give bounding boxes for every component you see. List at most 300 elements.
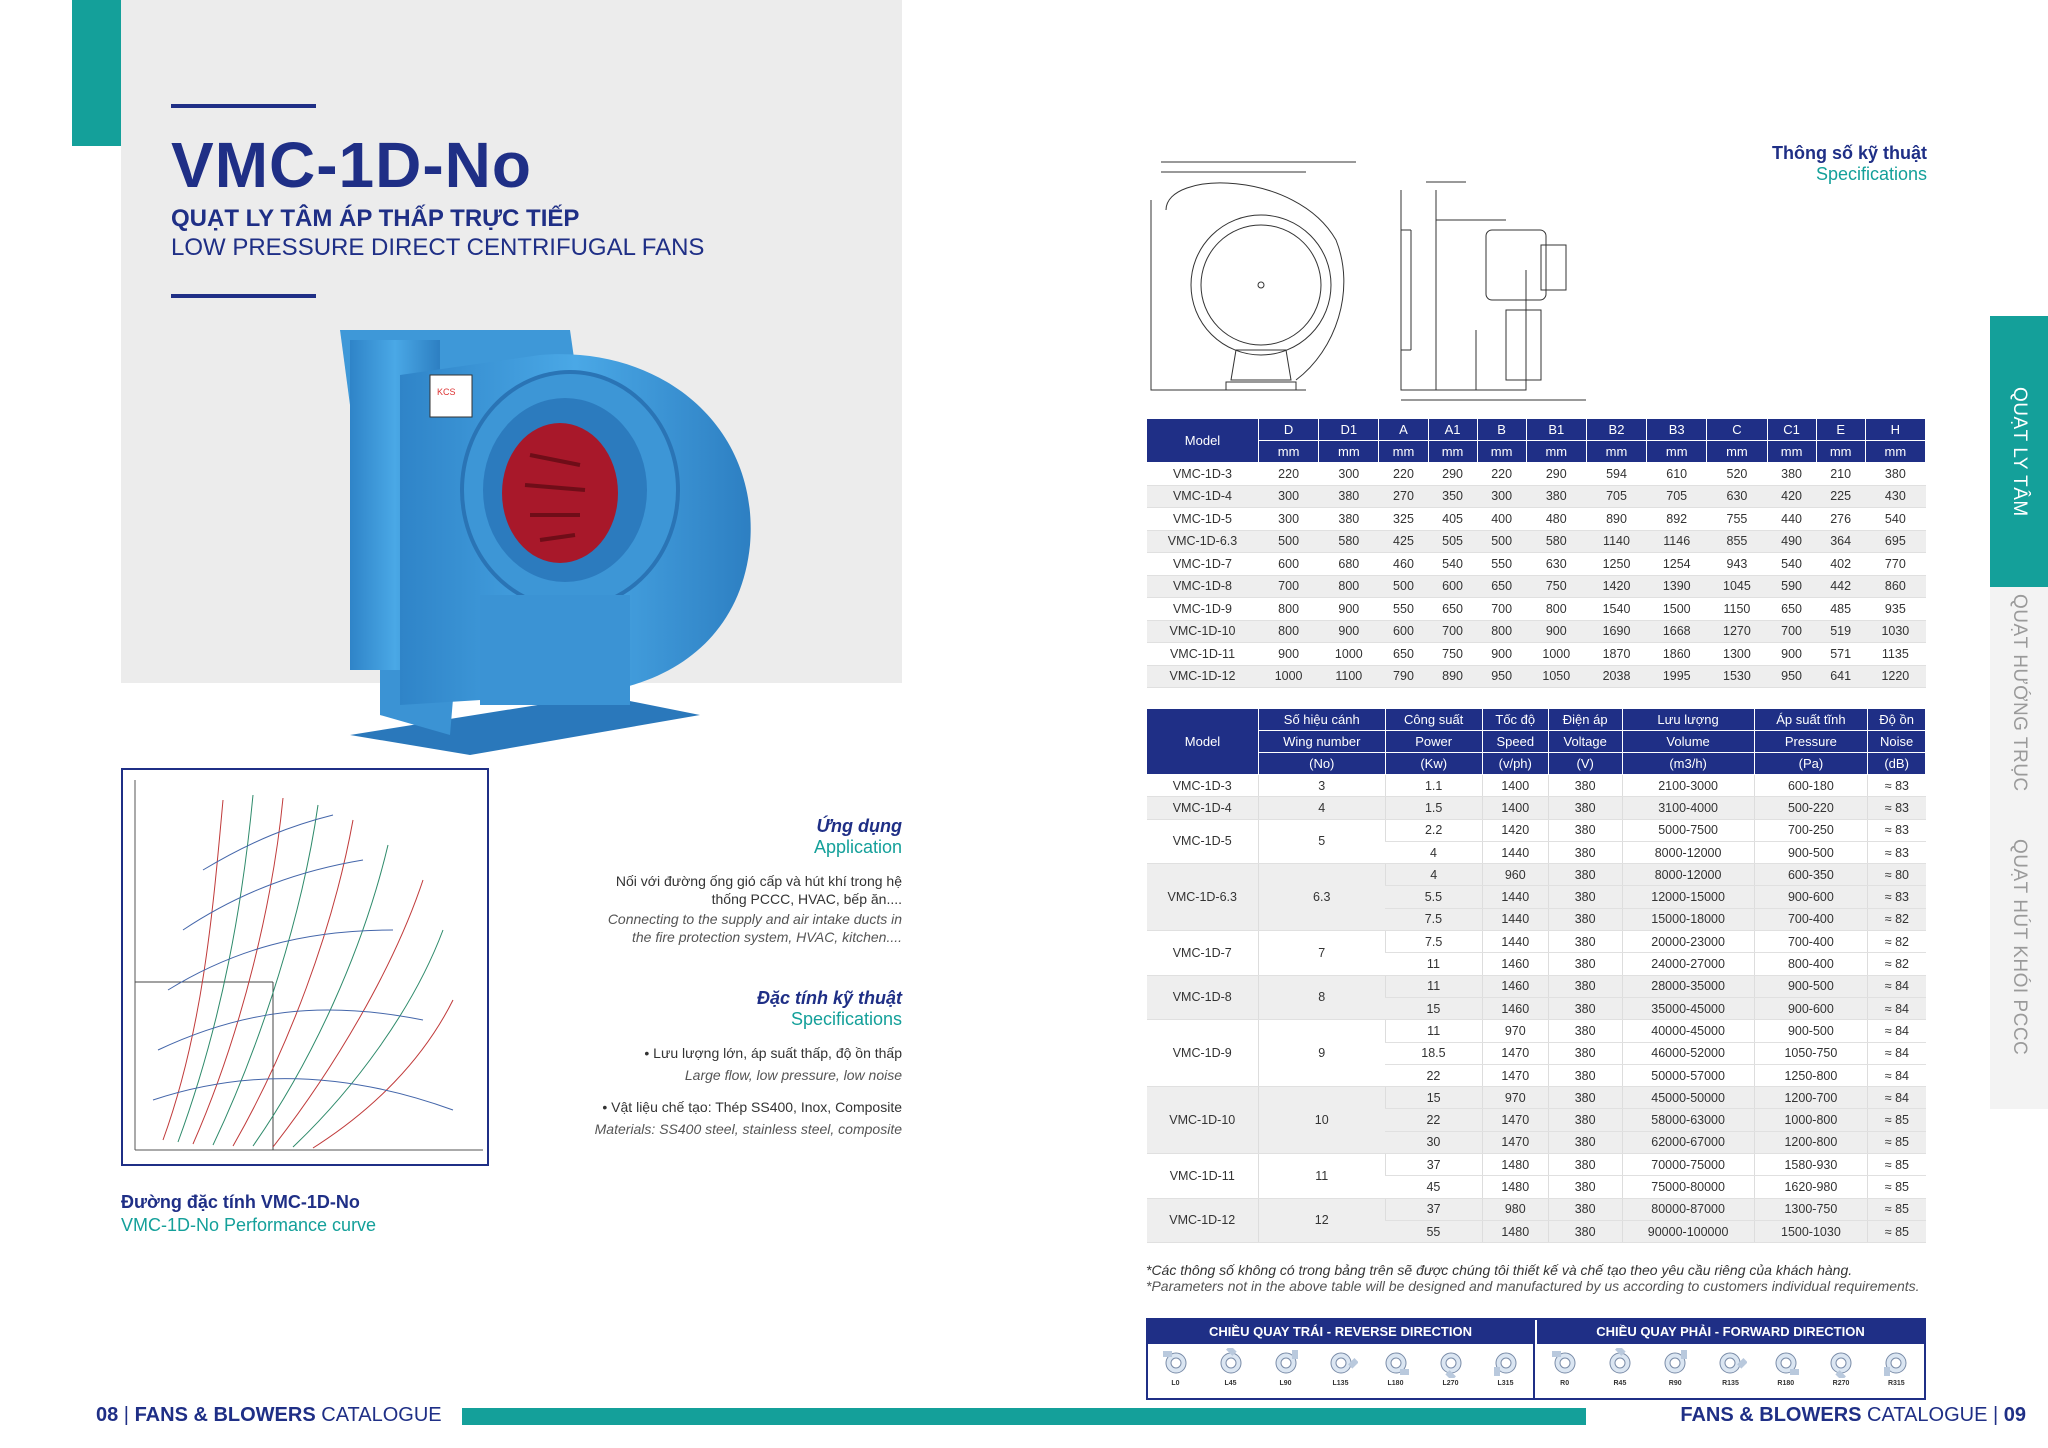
table-cell: 22	[1385, 1064, 1482, 1086]
features-heading: Đặc tính kỹ thuật	[756, 988, 902, 1008]
rotation-icon	[1821, 1348, 1861, 1387]
table-cell: 1540	[1586, 598, 1646, 621]
dimension-drawing	[1146, 150, 1626, 405]
page-title: VMC-1D-No	[171, 129, 532, 201]
table-cell: 1050-750	[1754, 1042, 1868, 1064]
table-cell: 420	[1767, 485, 1816, 508]
table-cell: 45	[1385, 1176, 1482, 1198]
dimension-header-row	[1147, 419, 1926, 441]
table-cell: 750	[1428, 643, 1477, 666]
table-cell: 1480	[1482, 1220, 1548, 1242]
table-cell: 28000-35000	[1622, 975, 1754, 997]
table-cell: 540	[1428, 553, 1477, 576]
table-cell: 1.5	[1385, 797, 1482, 819]
table-cell: 1470	[1482, 1131, 1548, 1153]
table-cell: VMC-1D-12	[1147, 665, 1259, 688]
perf-col-unit: (Kw)	[1385, 753, 1482, 775]
table-cell: 950	[1767, 665, 1816, 688]
fan-direction-icon	[1658, 1348, 1692, 1378]
table-cell: VMC-1D-5	[1147, 508, 1259, 531]
dimension-table	[1146, 418, 1926, 688]
table-row	[1147, 620, 1926, 643]
table-cell: 855	[1707, 530, 1767, 553]
table-cell: ≈ 80	[1868, 864, 1926, 886]
perf-col-header-en: Power	[1385, 731, 1482, 753]
dim-col-header: B2	[1586, 419, 1646, 441]
table-cell: 11	[1385, 1020, 1482, 1042]
perf-col-unit: (No)	[1259, 753, 1386, 775]
table-cell: 600	[1259, 553, 1319, 576]
table-cell: 1530	[1707, 665, 1767, 688]
table-cell: VMC-1D-8	[1147, 575, 1259, 598]
table-cell: 1995	[1647, 665, 1707, 688]
table-cell: 364	[1816, 530, 1865, 553]
curve-subtitle: VMC-1D-No Performance curve	[121, 1215, 377, 1235]
table-cell: 755	[1707, 508, 1767, 531]
wing-cell: 11	[1259, 1154, 1386, 1199]
table-cell: 770	[1865, 553, 1925, 576]
wing-cell: 7	[1259, 931, 1386, 976]
perf-col-header: Model	[1147, 709, 1259, 775]
table-cell: 20000-23000	[1622, 931, 1754, 953]
title-rule-bottom	[171, 294, 316, 298]
features-section	[482, 988, 902, 1138]
dim-col-header: A1	[1428, 419, 1477, 441]
dim-unit-cell: mm	[1816, 441, 1865, 463]
table-cell: 4	[1385, 841, 1482, 863]
table-cell: 1100	[1319, 665, 1379, 688]
table-cell: 440	[1767, 508, 1816, 531]
table-cell: ≈ 85	[1868, 1220, 1926, 1242]
table-cell: 80000-87000	[1622, 1198, 1754, 1220]
fan-direction-icon	[1824, 1348, 1858, 1378]
table-note	[1146, 1262, 1926, 1294]
subtitle-vn: QUẠT LY TÂM ÁP THẤP TRỰC TIẾP	[171, 205, 580, 232]
table-cell: 705	[1647, 485, 1707, 508]
table-cell: 220	[1477, 463, 1526, 486]
table-cell: 220	[1259, 463, 1319, 486]
table-cell: 22	[1385, 1109, 1482, 1131]
feature-item-en: Materials: SS400 steel, stainless steel, composite	[594, 1121, 902, 1137]
table-cell: 300	[1477, 485, 1526, 508]
table-cell: 520	[1707, 463, 1767, 486]
table-cell: 75000-80000	[1622, 1176, 1754, 1198]
table-cell: 892	[1647, 508, 1707, 531]
table-cell: 610	[1647, 463, 1707, 486]
dim-col-header: B1	[1526, 419, 1586, 441]
table-row	[1147, 463, 1926, 486]
application-section	[482, 816, 902, 946]
wing-cell: 8	[1259, 975, 1386, 1020]
perf-col-header: Điện áp	[1548, 709, 1622, 731]
side-tab-huong-truc[interactable]	[1990, 587, 2048, 799]
table-cell: 900	[1477, 643, 1526, 666]
fan-direction-icon	[1489, 1348, 1523, 1378]
perf-header-row	[1147, 731, 1926, 753]
table-cell: 380	[1319, 485, 1379, 508]
table-cell: ≈ 82	[1868, 953, 1926, 975]
table-cell: 380	[1548, 931, 1622, 953]
rotation-label: R270	[1832, 1380, 1850, 1387]
perf-col-unit: (dB)	[1868, 753, 1926, 775]
table-cell: 1480	[1482, 1154, 1548, 1176]
table-cell: 380	[1548, 953, 1622, 975]
direction-divider	[1533, 1320, 1535, 1400]
dim-unit-cell: mm	[1428, 441, 1477, 463]
table-cell: 380	[1548, 1064, 1622, 1086]
table-cell: 1250-800	[1754, 1064, 1868, 1086]
application-heading: Ứng dụng	[816, 816, 902, 836]
table-cell: 11	[1385, 975, 1482, 997]
table-cell: 50000-57000	[1622, 1064, 1754, 1086]
table-cell: 1050	[1526, 665, 1586, 688]
table-cell: 58000-63000	[1622, 1109, 1754, 1131]
model-cell: VMC-1D-5	[1147, 819, 1259, 864]
rotation-icon	[1545, 1348, 1585, 1387]
table-cell: 1480	[1482, 1176, 1548, 1198]
rotation-icon	[1486, 1348, 1526, 1387]
table-cell: 590	[1767, 575, 1816, 598]
table-cell: 300	[1259, 508, 1319, 531]
perf-col-header-en: Volume	[1622, 731, 1754, 753]
dim-col-header: B	[1477, 419, 1526, 441]
table-cell: ≈ 84	[1868, 975, 1926, 997]
table-cell: 380	[1548, 1109, 1622, 1131]
table-cell: 210	[1816, 463, 1865, 486]
table-cell: VMC-1D-9	[1147, 598, 1259, 621]
page-number-left: 08	[96, 1404, 119, 1426]
table-cell: 90000-100000	[1622, 1220, 1754, 1242]
table-cell: 600-350	[1754, 864, 1868, 886]
performance-header	[1147, 709, 1926, 775]
table-cell: 405	[1428, 508, 1477, 531]
table-cell: 1045	[1707, 575, 1767, 598]
model-cell: VMC-1D-9	[1147, 1020, 1259, 1087]
table-cell: ≈ 82	[1868, 908, 1926, 930]
table-cell: 1420	[1482, 819, 1548, 841]
table-cell: 380	[1548, 1131, 1622, 1153]
table-cell: VMC-1D-4	[1147, 485, 1259, 508]
table-cell: 1620-980	[1754, 1176, 1868, 1198]
rotation-icon	[1766, 1348, 1806, 1387]
dim-unit-cell: mm	[1477, 441, 1526, 463]
table-cell: 1150	[1707, 598, 1767, 621]
table-cell: 1270	[1707, 620, 1767, 643]
performance-table	[1146, 708, 1926, 1243]
table-cell: 460	[1379, 553, 1428, 576]
table-cell: 600	[1428, 575, 1477, 598]
table-cell: 2038	[1586, 665, 1646, 688]
dim-unit-cell: mm	[1647, 441, 1707, 463]
table-cell: 380	[1548, 1176, 1622, 1198]
table-cell: 270	[1379, 485, 1428, 508]
table-cell: ≈ 84	[1868, 1064, 1926, 1086]
table-cell: 55	[1385, 1220, 1482, 1242]
application-text-en: Connecting to the supply and air intake ducts in the fire protection system, HVAC, kitchen....	[607, 911, 902, 945]
table-cell: 290	[1526, 463, 1586, 486]
perf-col-header: Độ ồn	[1868, 709, 1926, 731]
wing-cell: 4	[1259, 797, 1386, 819]
forward-direction-title: CHIỀU QUAY PHẢI - FORWARD DIRECTION	[1537, 1320, 1924, 1344]
perf-col-header: Số hiệu cánh	[1259, 709, 1386, 731]
table-cell: 380	[1865, 463, 1925, 486]
table-cell: 1000	[1526, 643, 1586, 666]
table-row	[1147, 530, 1926, 553]
table-cell: 1200-800	[1754, 1131, 1868, 1153]
rotation-label: L45	[1224, 1380, 1237, 1387]
table-cell: 380	[1548, 1198, 1622, 1220]
dim-col-header: C	[1707, 419, 1767, 441]
table-cell: 860	[1865, 575, 1925, 598]
table-cell: 500	[1379, 575, 1428, 598]
table-row	[1147, 797, 1926, 819]
table-cell: 900	[1319, 598, 1379, 621]
table-cell: 1690	[1586, 620, 1646, 643]
rotation-label: R0	[1560, 1380, 1570, 1387]
table-cell: 380	[1548, 1220, 1622, 1242]
table-cell: ≈ 85	[1868, 1109, 1926, 1131]
table-cell: ≈ 84	[1868, 1020, 1926, 1042]
rotation-label: L135	[1332, 1380, 1349, 1387]
side-tab-label: QUẠT HƯỚNG TRỤC	[2009, 594, 2030, 792]
table-cell: 2100-3000	[1622, 775, 1754, 797]
fan-direction-icon	[1324, 1348, 1358, 1378]
table-cell: VMC-1D-3	[1147, 463, 1259, 486]
table-cell: 380	[1548, 797, 1622, 819]
table-cell: 1860	[1647, 643, 1707, 666]
forward-icons	[1537, 1348, 1924, 1387]
rotation-label: L90	[1279, 1380, 1292, 1387]
table-cell: 430	[1865, 485, 1925, 508]
wing-cell: 5	[1259, 819, 1386, 864]
table-cell: 380	[1548, 997, 1622, 1019]
table-cell: 70000-75000	[1622, 1154, 1754, 1176]
table-cell: 380	[1526, 485, 1586, 508]
table-cell: 380	[1548, 886, 1622, 908]
table-cell: 1000-800	[1754, 1109, 1868, 1131]
note-vn: *Các thông số không có trong bảng trên sẽ được chúng tôi thiết kế và chế tạo theo yêu cầu riêng của khách hàng.	[1146, 1262, 1853, 1278]
dim-unit-cell: mm	[1865, 441, 1925, 463]
fan-direction-icon	[1269, 1348, 1303, 1378]
rotation-icon	[1321, 1348, 1361, 1387]
table-cell: 1220	[1865, 665, 1925, 688]
table-cell: 380	[1767, 463, 1816, 486]
accent-block	[72, 0, 121, 146]
table-cell: 46000-52000	[1622, 1042, 1754, 1064]
footer-catalogue: CATALOGUE	[1867, 1404, 1988, 1426]
table-cell: 15	[1385, 997, 1482, 1019]
table-row	[1147, 575, 1926, 598]
rotation-label: L0	[1171, 1380, 1180, 1387]
table-cell: 40000-45000	[1622, 1020, 1754, 1042]
fan-direction-icon	[1879, 1348, 1913, 1378]
dim-col-header: D1	[1319, 419, 1379, 441]
table-cell: 800	[1259, 598, 1319, 621]
perf-col-header-en: Speed	[1482, 731, 1548, 753]
table-cell: 15000-18000	[1622, 908, 1754, 930]
perf-col-header: Công suất	[1385, 709, 1482, 731]
spec-heading-en: Specifications	[1815, 164, 1927, 184]
table-cell: 800	[1526, 598, 1586, 621]
table-cell: 800-400	[1754, 953, 1868, 975]
table-cell: 1460	[1482, 975, 1548, 997]
perf-col-unit: (v/ph)	[1482, 753, 1548, 775]
table-cell: 1400	[1482, 797, 1548, 819]
fan-direction-icon	[1603, 1348, 1637, 1378]
model-cell: VMC-1D-10	[1147, 1087, 1259, 1154]
table-cell: 402	[1816, 553, 1865, 576]
perf-col-header-en: Pressure	[1754, 731, 1868, 753]
table-cell: 680	[1319, 553, 1379, 576]
perf-col-header-en: Voltage	[1548, 731, 1622, 753]
table-cell: VMC-1D-7	[1147, 553, 1259, 576]
table-cell: 980	[1482, 1198, 1548, 1220]
table-cell: 1000	[1319, 643, 1379, 666]
table-cell: 650	[1477, 575, 1526, 598]
table-cell: 325	[1379, 508, 1428, 531]
table-cell: 3100-4000	[1622, 797, 1754, 819]
table-cell: 380	[1548, 819, 1622, 841]
model-cell: VMC-1D-4	[1147, 797, 1259, 819]
table-row	[1147, 1154, 1926, 1176]
side-tab-hut-khoi[interactable]	[1990, 799, 2048, 1109]
perf-col-header-en: Wing number	[1259, 731, 1386, 753]
title-rule-top	[171, 104, 316, 108]
table-cell: 7.5	[1385, 931, 1482, 953]
perf-col-unit: (V)	[1548, 753, 1622, 775]
page-number-right: 09	[2003, 1404, 2026, 1426]
table-cell: 1000	[1259, 665, 1319, 688]
fan-direction-icon	[1214, 1348, 1248, 1378]
table-cell: 705	[1586, 485, 1646, 508]
performance-body	[1147, 775, 1926, 1243]
table-row	[1147, 1198, 1926, 1220]
table-cell: 900-500	[1754, 1020, 1868, 1042]
table-row	[1147, 1020, 1926, 1042]
fan-direction-icon	[1379, 1348, 1413, 1378]
table-row	[1147, 775, 1926, 797]
model-cell: VMC-1D-11	[1147, 1154, 1259, 1199]
rotation-direction-box	[1146, 1318, 1926, 1400]
rotation-label: R90	[1668, 1380, 1682, 1387]
table-row	[1147, 975, 1926, 997]
table-cell: 380	[1548, 775, 1622, 797]
feature-item-en: Large flow, low pressure, low noise	[684, 1067, 902, 1083]
rotation-icon	[1655, 1348, 1695, 1387]
table-cell: ≈ 83	[1868, 797, 1926, 819]
table-cell: 540	[1767, 553, 1816, 576]
feature-item: • Vật liệu chế tạo: Thép SS400, Inox, Composite	[602, 1099, 902, 1115]
table-cell: 1254	[1647, 553, 1707, 576]
rotation-icon	[1376, 1348, 1416, 1387]
table-cell: 18.5	[1385, 1042, 1482, 1064]
table-cell: 11	[1385, 953, 1482, 975]
rotation-label: L180	[1387, 1380, 1404, 1387]
table-cell: 380	[1548, 1042, 1622, 1064]
table-row	[1147, 665, 1926, 688]
table-row	[1147, 1087, 1926, 1109]
table-cell: ≈ 85	[1868, 1154, 1926, 1176]
table-cell: 1200-700	[1754, 1087, 1868, 1109]
table-cell: 400	[1477, 508, 1526, 531]
side-tab-ly-tam[interactable]	[1990, 316, 2048, 587]
kcs-label: KCS	[437, 387, 456, 397]
table-cell: 550	[1379, 598, 1428, 621]
table-cell: 800	[1259, 620, 1319, 643]
dim-unit-cell: mm	[1259, 441, 1319, 463]
dim-col-header: H	[1865, 419, 1925, 441]
wing-cell: 9	[1259, 1020, 1386, 1087]
table-cell: 4	[1385, 864, 1482, 886]
table-cell: 700	[1477, 598, 1526, 621]
table-cell: 1300	[1707, 643, 1767, 666]
model-cell: VMC-1D-12	[1147, 1198, 1259, 1243]
application-heading-en: Application	[813, 837, 902, 857]
rotation-label: L270	[1442, 1380, 1459, 1387]
dim-col-header: Model	[1147, 419, 1259, 463]
table-cell: 5000-7500	[1622, 819, 1754, 841]
table-cell: 970	[1482, 1087, 1548, 1109]
rotation-icon	[1710, 1348, 1750, 1387]
table-row	[1147, 485, 1926, 508]
rotation-label: R135	[1722, 1380, 1739, 1387]
table-cell: 1460	[1482, 953, 1548, 975]
table-cell: 900	[1526, 620, 1586, 643]
table-cell: 700	[1428, 620, 1477, 643]
dim-col-header: E	[1816, 419, 1865, 441]
table-cell: 2.2	[1385, 819, 1482, 841]
spec-heading-vn: Thông số kỹ thuật	[1772, 143, 1927, 163]
footer-right: FANS & BLOWERS CATALOGUE | 09	[1680, 1404, 2026, 1426]
reverse-icons	[1148, 1348, 1533, 1387]
table-row	[1147, 508, 1926, 531]
table-cell: 1500	[1647, 598, 1707, 621]
table-row	[1147, 553, 1926, 576]
dim-col-header: A	[1379, 419, 1428, 441]
table-cell: VMC-1D-11	[1147, 643, 1259, 666]
table-cell: 37	[1385, 1198, 1482, 1220]
fan-direction-icon	[1159, 1348, 1193, 1378]
table-cell: 380	[1548, 1154, 1622, 1176]
rotation-icon	[1876, 1348, 1916, 1387]
table-cell: 1300-750	[1754, 1198, 1868, 1220]
side-tab-label: QUẠT HÚT KHÓI PCCC	[2009, 839, 2030, 1056]
table-cell: 700-400	[1754, 908, 1868, 930]
table-cell: 62000-67000	[1622, 1131, 1754, 1153]
table-cell: 890	[1428, 665, 1477, 688]
dim-unit-cell: mm	[1707, 441, 1767, 463]
table-cell: 650	[1379, 643, 1428, 666]
note-en: *Parameters not in the above table will be designed and manufactured by us according to customers individual requirements.	[1146, 1278, 1920, 1294]
table-cell: ≈ 84	[1868, 1042, 1926, 1064]
application-text: Nối với đường ống gió cấp và hút khí trong hệ thống PCCC, HVAC, bếp ăn....	[615, 873, 902, 907]
footer-bar	[462, 1408, 1586, 1425]
rotation-label: R180	[1777, 1380, 1795, 1387]
table-cell: 8000-12000	[1622, 841, 1754, 863]
table-cell: 1440	[1482, 931, 1548, 953]
fan-direction-icon	[1434, 1348, 1468, 1378]
table-cell: 580	[1526, 530, 1586, 553]
table-cell: 30	[1385, 1131, 1482, 1153]
table-cell: 380	[1548, 975, 1622, 997]
table-cell: 480	[1526, 508, 1586, 531]
dim-unit-cell: mm	[1767, 441, 1816, 463]
perf-col-header: Áp suất tĩnh	[1754, 709, 1868, 731]
rotation-icon	[1266, 1348, 1306, 1387]
table-cell: 700	[1259, 575, 1319, 598]
table-cell: 380	[1548, 1020, 1622, 1042]
table-cell: 1250	[1586, 553, 1646, 576]
